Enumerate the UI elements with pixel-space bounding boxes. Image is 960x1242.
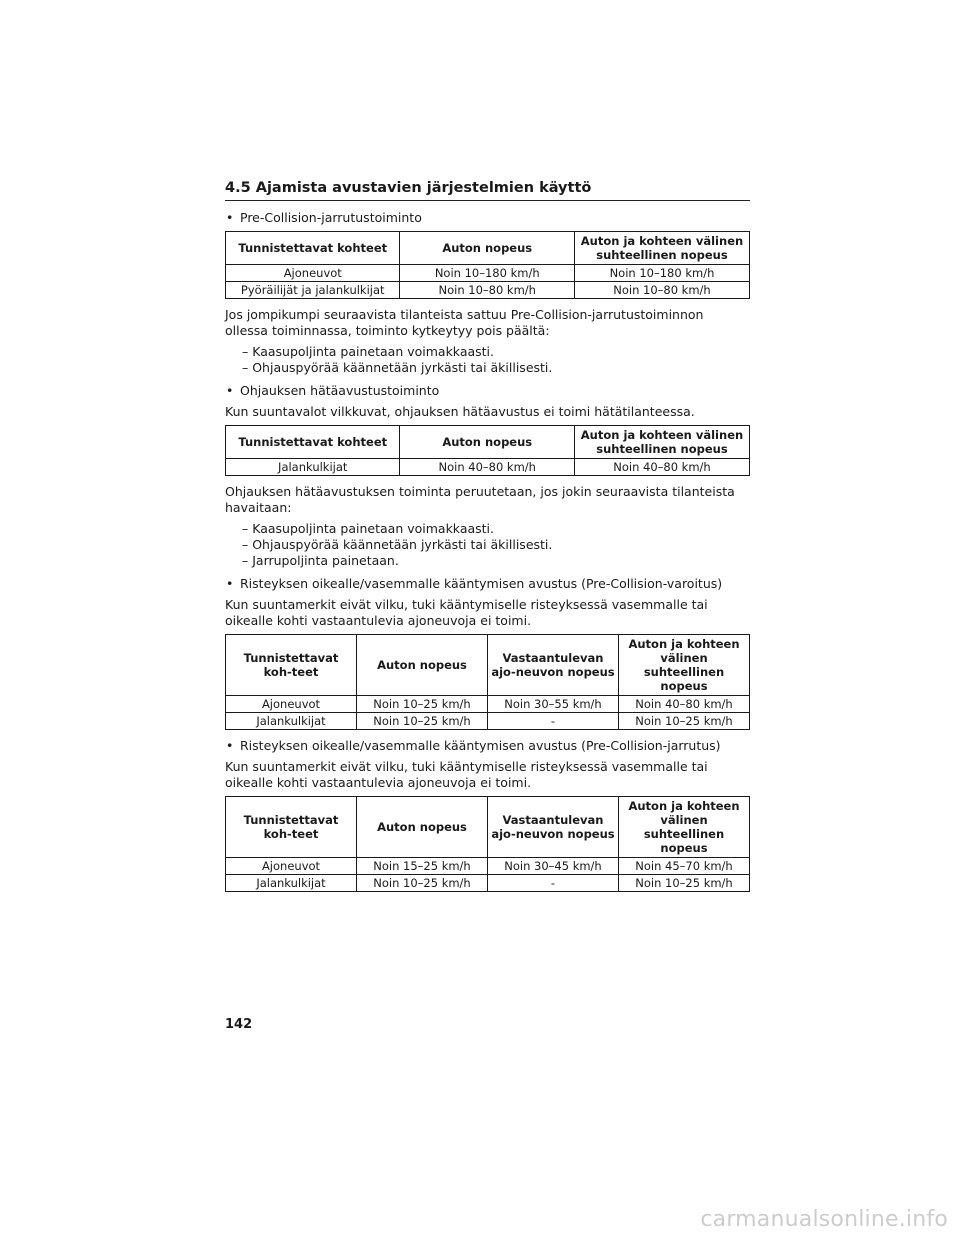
list-item: – Kaasupoljinta painetaan voimakkaasti. — [242, 521, 495, 536]
table-row — [226, 858, 750, 875]
bullet-glyph: • — [226, 738, 234, 753]
section-title: 4.5 Ajamista avustavien järjestelmien käyttö — [225, 178, 750, 201]
table-cell: Noin 10–25 km/h — [357, 713, 488, 730]
table-cell: Noin 15–25 km/h — [357, 858, 488, 875]
paragraph: Jos jompikumpi seuraavista tilanteista sattuu Pre-Collision-jarrutustoiminnon ollessa toiminnassa, toiminto kytkeytyy pois päältä: — [225, 307, 704, 338]
paragraph: Ohjauksen hätäavustuksen toiminta peruutetaan, jos jokin seuraavista tilanteista havaitaan: — [225, 484, 735, 515]
table-cell: Noin 10–25 km/h — [619, 713, 750, 730]
table-header: Tunnistettavat koh-teet — [226, 797, 357, 858]
list-item: – Jarrupoljinta painetaan. — [242, 553, 399, 568]
table-pre-collision-braking — [225, 231, 750, 299]
table-header: Auton ja kohteen välinen suhteellinen nopeus — [619, 797, 750, 858]
bullet-glyph: • — [226, 576, 234, 591]
table-header: Vastaantulevan ajo-neuvon nopeus — [488, 635, 619, 696]
bullet-glyph: • — [226, 210, 234, 225]
table-cell: Noin 30–45 km/h — [488, 858, 619, 875]
table-row — [226, 459, 750, 476]
table-cell: Noin 10–180 km/h — [574, 265, 749, 282]
list-item: – Kaasupoljinta painetaan voimakkaasti. — [242, 344, 495, 359]
table-header: Tunnistettavat kohteet — [226, 426, 400, 459]
table-cell: Noin 40–80 km/h — [400, 459, 574, 476]
table-header: Auton nopeus — [400, 426, 574, 459]
bullet-text: Risteyksen oikealle/vasemmalle kääntymisen avustus (Pre-Collision-jarrutus) — [240, 738, 721, 753]
table-cell: Noin 40–80 km/h — [619, 696, 750, 713]
table-header: Auton nopeus — [400, 232, 574, 265]
table-turn-assist-braking — [225, 796, 750, 892]
table-cell: Noin 40–80 km/h — [574, 459, 749, 476]
bullet-text: Ohjauksen hätäavustustoiminto — [240, 383, 440, 398]
table-header: Vastaantulevan ajo-neuvon nopeus — [488, 797, 619, 858]
table-header: Auton nopeus — [357, 797, 488, 858]
table-header: Auton nopeus — [357, 635, 488, 696]
table-cell: Jalankulkijat — [226, 875, 357, 892]
bullet-steering-assist — [225, 383, 750, 399]
table-turn-assist-warning — [225, 634, 750, 730]
table-cell: - — [488, 875, 619, 892]
table-cell: Ajoneuvot — [226, 265, 400, 282]
bullet-turn-assist-warning — [225, 576, 750, 592]
table-cell: - — [488, 713, 619, 730]
table-row — [226, 713, 750, 730]
table-cell: Jalankulkijat — [226, 713, 357, 730]
list-item: – Ohjauspyörää käännetään jyrkästi tai äkillisesti. — [242, 537, 553, 552]
table-header: Tunnistettavat kohteet — [226, 232, 400, 265]
table-cell: Ajoneuvot — [226, 696, 357, 713]
table-row — [226, 282, 750, 299]
table-row — [226, 265, 750, 282]
paragraph: Kun suuntamerkit eivät vilku, tuki kääntymiselle risteyksessä vasemmalle tai oikealle kohti vastaantulevia ajoneuvoja ei toimi. — [225, 597, 708, 628]
bullet-text: Risteyksen oikealle/vasemmalle kääntymisen avustus (Pre-Collision-varoitus) — [240, 576, 723, 591]
table-cell: Noin 10–25 km/h — [357, 875, 488, 892]
paragraph: Kun suuntavalot vilkkuvat, ohjauksen hätäavustus ei toimi hätätilanteessa. — [225, 404, 695, 419]
table-cell: Pyöräilijät ja jalankulkijat — [226, 282, 400, 299]
table-row — [226, 696, 750, 713]
bullet-pre-collision-braking — [225, 210, 750, 226]
table-header: Auton ja kohteen välinen suhteellinen nopeus — [619, 635, 750, 696]
table-cell: Ajoneuvot — [226, 858, 357, 875]
table-row — [226, 875, 750, 892]
watermark-text: carmanualsonline.info — [700, 1207, 948, 1232]
table-cell: Noin 30–55 km/h — [488, 696, 619, 713]
table-cell: Jalankulkijat — [226, 459, 400, 476]
table-header: Tunnistettavat koh-teet — [226, 635, 357, 696]
paragraph: Kun suuntamerkit eivät vilku, tuki kääntymiselle risteyksessä vasemmalle tai oikealle kohti vastaantulevia ajoneuvoja ei toimi. — [225, 759, 708, 790]
bullet-turn-assist-braking — [225, 738, 750, 754]
bullet-text: Pre-Collision-jarrutustoiminto — [240, 210, 422, 225]
table-cell: Noin 10–80 km/h — [574, 282, 749, 299]
page-number: 142 — [225, 1017, 253, 1032]
table-header: Auton ja kohteen välinen suhteellinen nopeus — [574, 426, 749, 459]
table-cell: Noin 45–70 km/h — [619, 858, 750, 875]
table-cell: Noin 10–180 km/h — [400, 265, 574, 282]
table-cell: Noin 10–25 km/h — [357, 696, 488, 713]
table-steering-assist — [225, 425, 750, 476]
table-header: Auton ja kohteen välinen suhteellinen nopeus — [574, 232, 749, 265]
table-cell: Noin 10–25 km/h — [619, 875, 750, 892]
bullet-glyph: • — [226, 383, 234, 398]
table-cell: Noin 10–80 km/h — [400, 282, 574, 299]
list-item: – Ohjauspyörää käännetään jyrkästi tai äkillisesti. — [242, 360, 553, 375]
manual-page — [225, 178, 750, 900]
